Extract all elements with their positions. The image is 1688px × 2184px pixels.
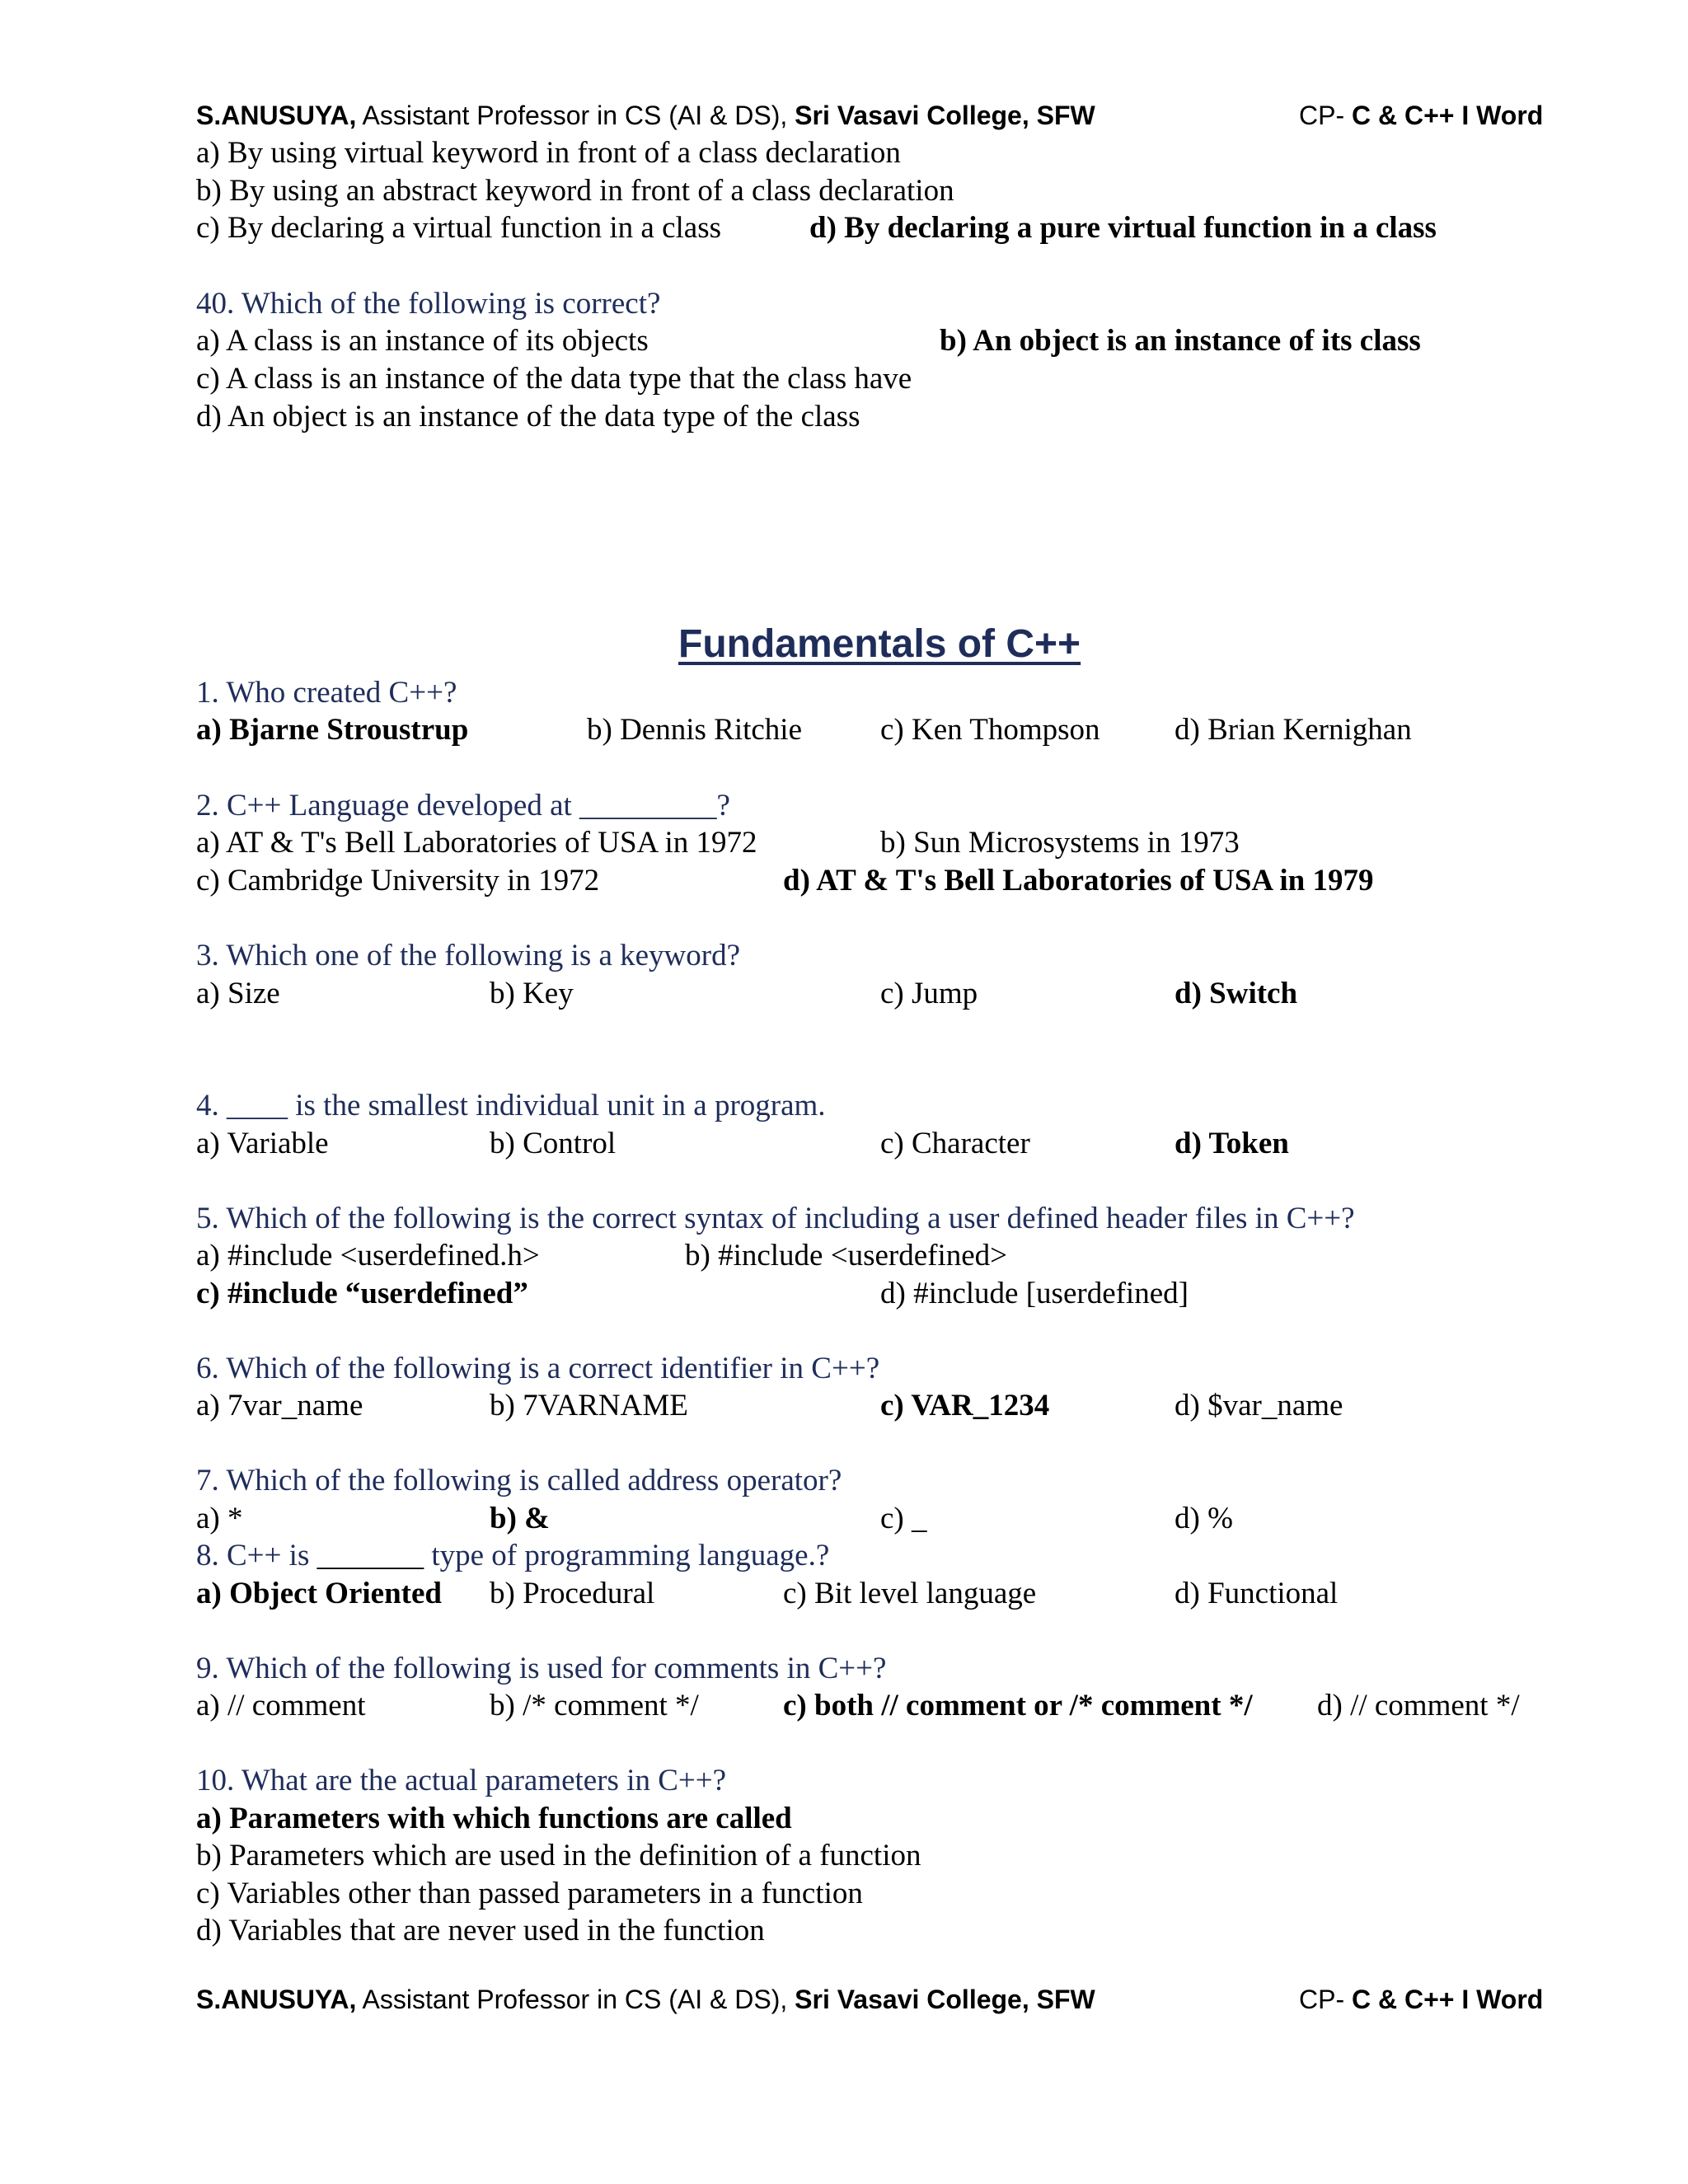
q6-option-a: a) 7var_name: [196, 1389, 363, 1422]
q40-option-c: c) A class is an instance of the data type that the class have: [196, 362, 912, 396]
q8-question-blank: _______: [316, 1539, 424, 1572]
q8-option-a-answer: a) Object Oriented: [196, 1577, 442, 1610]
q40-option-d: d) An object is an instance of the data type of the class: [196, 400, 860, 434]
page-footer-right: [1299, 1986, 1543, 2013]
q8-option-c: c) Bit level language: [783, 1577, 1037, 1610]
q7-option-a: a) *: [196, 1502, 243, 1535]
q8-option-b: b) Procedural: [490, 1577, 655, 1610]
page-header-right: [1299, 102, 1543, 129]
q9-option-a: a) // comment: [196, 1689, 366, 1722]
q7-option-c: c) _: [880, 1502, 927, 1535]
q5-option-c-answer: c) #include “userdefined”: [196, 1277, 528, 1310]
q6-option-b: b) 7VARNAME: [490, 1389, 688, 1422]
q8-option-d: d) Functional: [1175, 1577, 1339, 1610]
q6-question: 6. Which of the following is a correct identifier in C++?: [196, 1352, 880, 1385]
q4-option-b: b) Control: [490, 1127, 617, 1160]
q9-question: 9. Which of the following is used for comments in C++?: [196, 1652, 887, 1685]
q40-option-a: a) A class is an instance of its objects: [196, 324, 649, 358]
header-college: Sri Vasavi College, SFW: [795, 101, 1095, 130]
q4-option-c: c) Character: [880, 1127, 1030, 1160]
q6-option-d: d) $var_name: [1175, 1389, 1343, 1422]
q7-option-d: d) %: [1175, 1502, 1233, 1535]
q1-option-d: d) Brian Kernighan: [1175, 713, 1412, 747]
q5-option-b: b) #include <userdefined>: [685, 1239, 1008, 1272]
q7-option-b-answer: b) &: [490, 1502, 550, 1535]
page-footer-left: [196, 1986, 1095, 2013]
footer-author: S.ANUSUYA,: [196, 1985, 357, 2014]
q3-option-a: a) Size: [196, 977, 280, 1010]
q10-option-b: b) Parameters which are used in the definition of a function: [196, 1839, 921, 1872]
q10-option-a-answer: a) Parameters with which functions are called: [196, 1802, 792, 1835]
q9-option-d: d) // comment */: [1317, 1689, 1520, 1722]
q1-question: 1. Who created C++?: [196, 676, 457, 710]
q8-question: [196, 1540, 829, 1571]
q40-option-b-answer: b) An object is an instance of its class: [940, 324, 1421, 358]
q39-option-d-answer: d) By declaring a pure virtual function in a class: [809, 211, 1437, 245]
q5-question: 5. Which of the following is the correct syntax of including a user defined header files in C++?: [196, 1202, 1355, 1235]
header-role: Assistant Professor in CS (AI & DS),: [356, 101, 795, 130]
section-title: Fundamentals of C++: [678, 622, 1081, 666]
q10-option-c: c) Variables other than passed parameters in a function: [196, 1877, 863, 1910]
q8-question-start: 8. C++ is: [196, 1539, 317, 1572]
q2-option-a: a) AT & T's Bell Laboratories of USA in 1972: [196, 826, 757, 860]
footer-cp-title: C & C++ I Word: [1352, 1985, 1544, 2014]
q1-option-a-answer: a) Bjarne Stroustrup: [196, 713, 469, 747]
page-header-left: [196, 102, 1095, 129]
q1-option-c: c) Ken Thompson: [880, 713, 1100, 747]
q3-question: 3. Which one of the following is a keyword?: [196, 939, 741, 972]
footer-role: Assistant Professor in CS (AI & DS),: [356, 1985, 795, 2014]
q3-option-c: c) Jump: [880, 977, 978, 1010]
header-cp-prefix: CP-: [1299, 101, 1352, 130]
q8-question-end: type of programming language.?: [424, 1539, 830, 1572]
q9-option-c-answer: c) both // comment or /* comment */: [783, 1689, 1253, 1722]
q6-option-c-answer: c) VAR_1234: [880, 1389, 1050, 1422]
q3-option-d-answer: d) Switch: [1175, 977, 1298, 1010]
q39-option-c: c) By declaring a virtual function in a class: [196, 211, 722, 245]
header-cp-title: C & C++ I Word: [1352, 101, 1544, 130]
q2-question: 2. C++ Language developed at _________?: [196, 789, 730, 823]
q39-option-a: a) By using virtual keyword in front of a class declaration: [196, 136, 901, 170]
q9-option-b: b) /* comment */: [490, 1689, 699, 1722]
footer-cp-prefix: CP-: [1299, 1985, 1352, 2014]
q5-option-a: a) #include <userdefined.h>: [196, 1239, 540, 1272]
q4-question: 4. ____ is the smallest individual unit in a program.: [196, 1089, 826, 1122]
q39-option-b: b) By using an abstract keyword in front of a class declaration: [196, 174, 954, 208]
q10-question: 10. What are the actual parameters in C++?: [196, 1764, 727, 1797]
q2-option-b: b) Sun Microsystems in 1973: [880, 826, 1240, 860]
q3-option-b: b) Key: [490, 977, 574, 1010]
q10-option-d: d) Variables that are never used in the function: [196, 1914, 765, 1947]
q5-option-d: d) #include [userdefined]: [880, 1277, 1189, 1310]
q40-question: 40. Which of the following is correct?: [196, 287, 661, 321]
q7-question: 7. Which of the following is called address operator?: [196, 1464, 842, 1497]
header-author: S.ANUSUYA,: [196, 101, 357, 130]
q4-option-d-answer: d) Token: [1175, 1127, 1289, 1160]
footer-college: Sri Vasavi College, SFW: [795, 1985, 1095, 2014]
q2-option-d-answer: d) AT & T's Bell Laboratories of USA in 1979: [783, 864, 1374, 898]
q1-option-b: b) Dennis Ritchie: [587, 713, 803, 747]
q4-option-a: a) Variable: [196, 1127, 329, 1160]
q2-option-c: c) Cambridge University in 1972: [196, 864, 600, 898]
